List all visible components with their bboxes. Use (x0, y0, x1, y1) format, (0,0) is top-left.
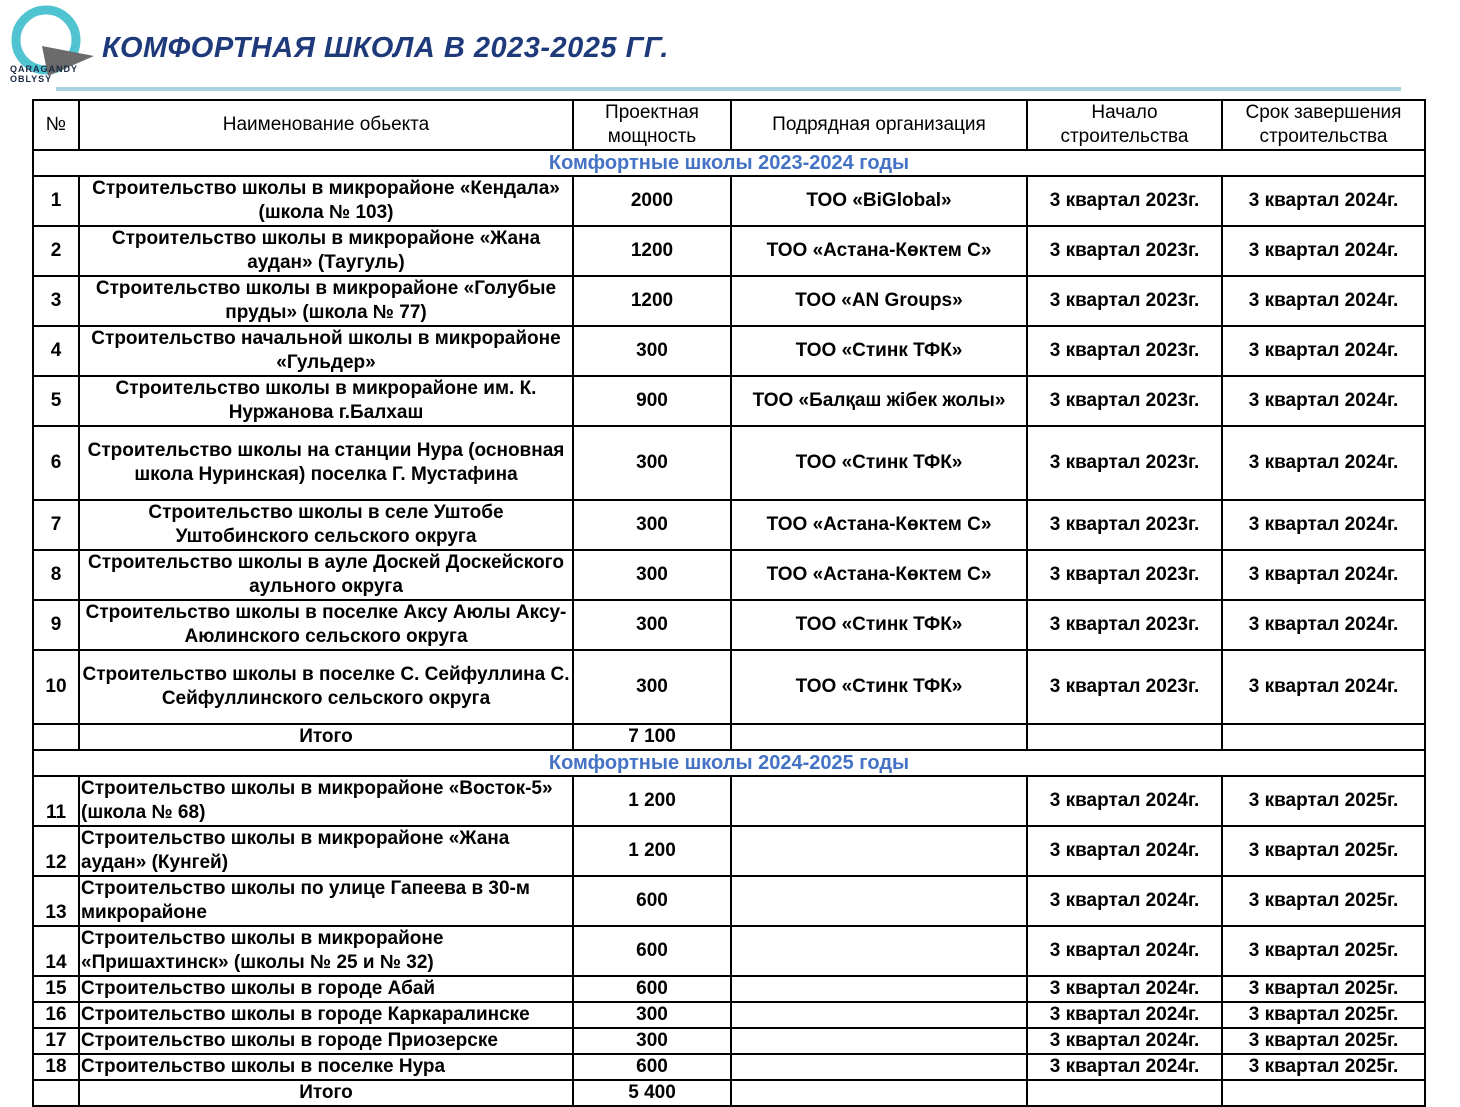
section-header-row (33, 150, 1425, 176)
row-capacity: 300 (573, 550, 731, 600)
row-start: 3 квартал 2023г. (1027, 276, 1222, 326)
table-row (33, 426, 1425, 500)
row-number: 7 (33, 500, 79, 550)
row-contractor: ТОО «Стинк ТФК» (731, 650, 1027, 724)
row-start: 3 квартал 2024г. (1027, 1054, 1222, 1080)
row-contractor: ТОО «BiGlobal» (731, 176, 1027, 226)
row-name: Строительство школы в селе Уштобе Уштобинского сельского округа (79, 500, 573, 550)
table-row (33, 326, 1425, 376)
total-empty (731, 1080, 1027, 1106)
row-name: Строительство школы в городе Приозерске (79, 1028, 573, 1054)
row-name: Строительство школы в ауле Доскей Доскейского аульного округа (79, 550, 573, 600)
row-name: Строительство школы в микрорайоне «Восток-5» (школа № 68) (79, 776, 573, 826)
row-name: Строительство школы в микрорайоне «Жана аудан» (Таугуль) (79, 226, 573, 276)
row-name: Строительство школы в поселке Нура (79, 1054, 573, 1080)
total-label: Итого (79, 724, 573, 750)
row-start: 3 квартал 2024г. (1027, 826, 1222, 876)
row-end: 3 квартал 2025г. (1222, 876, 1425, 926)
total-empty (1222, 724, 1425, 750)
total-value: 7 100 (573, 724, 731, 750)
table-row (33, 826, 1425, 876)
row-capacity: 900 (573, 376, 731, 426)
row-name: Строительство школы в микрорайоне «Пришахтинск» (школы № 25 и № 32) (79, 926, 573, 976)
total-empty (33, 724, 79, 750)
row-capacity: 300 (573, 1028, 731, 1054)
table-row (33, 976, 1425, 1002)
row-capacity: 300 (573, 426, 731, 500)
total-value: 5 400 (573, 1080, 731, 1106)
row-contractor (731, 1028, 1027, 1054)
row-number: 15 (33, 976, 79, 1002)
table-row (33, 776, 1425, 826)
row-capacity: 600 (573, 876, 731, 926)
row-capacity: 300 (573, 500, 731, 550)
row-number: 3 (33, 276, 79, 326)
row-start: 3 квартал 2023г. (1027, 226, 1222, 276)
row-number: 2 (33, 226, 79, 276)
row-number: 10 (33, 650, 79, 724)
row-end: 3 квартал 2025г. (1222, 826, 1425, 876)
row-capacity: 600 (573, 976, 731, 1002)
row-contractor: ТОО «Стинк ТФК» (731, 326, 1027, 376)
row-contractor (731, 1002, 1027, 1028)
row-start: 3 квартал 2023г. (1027, 426, 1222, 500)
total-empty (1222, 1080, 1425, 1106)
header-name: Наименование обьекта (79, 100, 573, 150)
total-row (33, 724, 1425, 750)
row-end: 3 квартал 2025г. (1222, 926, 1425, 976)
row-capacity: 2000 (573, 176, 731, 226)
row-capacity: 300 (573, 326, 731, 376)
row-contractor: ТОО «AN Groups» (731, 276, 1027, 326)
table-row (33, 500, 1425, 550)
table-row (33, 926, 1425, 976)
logo-text (10, 64, 78, 84)
row-name: Строительство начальной школы в микрорайоне «Гульдер» (79, 326, 573, 376)
row-name: Строительство школы в микрорайоне «Голубые пруды» (школа № 77) (79, 276, 573, 326)
total-empty (1027, 1080, 1222, 1106)
row-capacity: 300 (573, 650, 731, 724)
row-start: 3 квартал 2023г. (1027, 550, 1222, 600)
row-end: 3 квартал 2024г. (1222, 550, 1425, 600)
row-capacity: 1 200 (573, 826, 731, 876)
schools-table (32, 99, 1426, 1107)
row-name: Строительство школы в городе Каркаралинске (79, 1002, 573, 1028)
title-divider (56, 87, 1401, 91)
row-end: 3 квартал 2024г. (1222, 326, 1425, 376)
row-end: 3 квартал 2024г. (1222, 500, 1425, 550)
section-title: Комфортные школы 2024-2025 годы (33, 750, 1425, 776)
header-num: № (33, 100, 79, 150)
row-contractor (731, 926, 1027, 976)
row-capacity: 300 (573, 1002, 731, 1028)
row-end: 3 квартал 2024г. (1222, 650, 1425, 724)
row-start: 3 квартал 2024г. (1027, 1002, 1222, 1028)
row-number: 9 (33, 600, 79, 650)
row-end: 3 квартал 2025г. (1222, 1028, 1425, 1054)
row-end: 3 квартал 2024г. (1222, 376, 1425, 426)
row-capacity: 1 200 (573, 776, 731, 826)
row-number: 8 (33, 550, 79, 600)
row-start: 3 квартал 2023г. (1027, 376, 1222, 426)
section-title: Комфортные школы 2023-2024 годы (33, 150, 1425, 176)
row-contractor: ТОО «Стинк ТФК» (731, 426, 1027, 500)
row-start: 3 квартал 2024г. (1027, 976, 1222, 1002)
row-capacity: 600 (573, 1054, 731, 1080)
row-capacity: 300 (573, 600, 731, 650)
row-name: Строительство школы в поселке С. Сейфуллина С. Сейфуллинского сельского округа (79, 650, 573, 724)
table-row (33, 276, 1425, 326)
table-row (33, 1002, 1425, 1028)
row-contractor: ТОО «Стинк ТФК» (731, 600, 1027, 650)
table-row (33, 550, 1425, 600)
row-contractor (731, 776, 1027, 826)
header-contractor: Подрядная организация (731, 100, 1027, 150)
row-contractor: ТОО «Балқаш жібек жолы» (731, 376, 1027, 426)
page-title: КОМФОРТНАЯ ШКОЛА В 2023-2025 ГГ. (102, 32, 669, 64)
header-end: Срок завершения строительства (1222, 100, 1425, 150)
row-start: 3 квартал 2023г. (1027, 650, 1222, 724)
table-row (33, 226, 1425, 276)
row-contractor: ТОО «Астана-Көктем С» (731, 550, 1027, 600)
row-number: 6 (33, 426, 79, 500)
row-number: 17 (33, 1028, 79, 1054)
row-end: 3 квартал 2024г. (1222, 600, 1425, 650)
row-end: 3 квартал 2024г. (1222, 426, 1425, 500)
row-number: 14 (33, 926, 79, 976)
row-capacity: 600 (573, 926, 731, 976)
table-row (33, 1054, 1425, 1080)
row-capacity: 1200 (573, 276, 731, 326)
row-end: 3 квартал 2025г. (1222, 776, 1425, 826)
row-start: 3 квартал 2024г. (1027, 926, 1222, 976)
row-end: 3 квартал 2024г. (1222, 176, 1425, 226)
row-number: 5 (33, 376, 79, 426)
table-row (33, 876, 1425, 926)
row-contractor (731, 1054, 1027, 1080)
table-row (33, 376, 1425, 426)
row-end: 3 квартал 2025г. (1222, 1002, 1425, 1028)
row-name: Строительство школы в поселке Аксу Аюлы Аксу-Аюлинского сельского округа (79, 600, 573, 650)
row-name: Строительство школы в микрорайоне им. К. Нуржанова г.Балхаш (79, 376, 573, 426)
row-capacity: 1200 (573, 226, 731, 276)
row-name: Строительство школы в микрорайоне «Кендала» (школа № 103) (79, 176, 573, 226)
table-row (33, 1028, 1425, 1054)
row-number: 4 (33, 326, 79, 376)
total-label: Итого (79, 1080, 573, 1106)
row-start: 3 квартал 2024г. (1027, 776, 1222, 826)
row-number: 1 (33, 176, 79, 226)
row-start: 3 квартал 2024г. (1027, 1028, 1222, 1054)
logo-text-line2: OBLYSY (10, 74, 53, 84)
row-end: 3 квартал 2025г. (1222, 1054, 1425, 1080)
total-row (33, 1080, 1425, 1106)
row-name: Строительство школы на станции Нура (основная школа Нуринская) поселка Г. Мустафина (79, 426, 573, 500)
row-number: 16 (33, 1002, 79, 1028)
row-contractor: ТОО «Астана-Көктем С» (731, 500, 1027, 550)
header-start: Начало строительства (1027, 100, 1222, 150)
row-contractor (731, 826, 1027, 876)
row-contractor (731, 876, 1027, 926)
logo-text-line1: QARAGANDY (10, 64, 79, 74)
row-number: 11 (33, 776, 79, 826)
row-end: 3 квартал 2024г. (1222, 276, 1425, 326)
row-start: 3 квартал 2023г. (1027, 500, 1222, 550)
row-start: 3 квартал 2023г. (1027, 326, 1222, 376)
row-contractor: ТОО «Астана-Көктем С» (731, 226, 1027, 276)
row-start: 3 квартал 2023г. (1027, 600, 1222, 650)
row-end: 3 квартал 2025г. (1222, 976, 1425, 1002)
row-name: Строительство школы в городе Абай (79, 976, 573, 1002)
row-number: 18 (33, 1054, 79, 1080)
row-name: Строительство школы в микрорайоне «Жана аудан» (Кунгей) (79, 826, 573, 876)
section-header-row (33, 750, 1425, 776)
row-start: 3 квартал 2024г. (1027, 876, 1222, 926)
table-row (33, 650, 1425, 724)
row-name: Строительство школы по улице Гапеева в 30-м микрорайоне (79, 876, 573, 926)
total-empty (731, 724, 1027, 750)
row-end: 3 квартал 2024г. (1222, 226, 1425, 276)
table-header-row (33, 100, 1425, 150)
row-contractor (731, 976, 1027, 1002)
row-start: 3 квартал 2023г. (1027, 176, 1222, 226)
total-empty (1027, 724, 1222, 750)
table-row (33, 176, 1425, 226)
header-capacity: Проектная мощность (573, 100, 731, 150)
total-empty (33, 1080, 79, 1106)
row-number: 13 (33, 876, 79, 926)
row-number: 12 (33, 826, 79, 876)
table-row (33, 600, 1425, 650)
